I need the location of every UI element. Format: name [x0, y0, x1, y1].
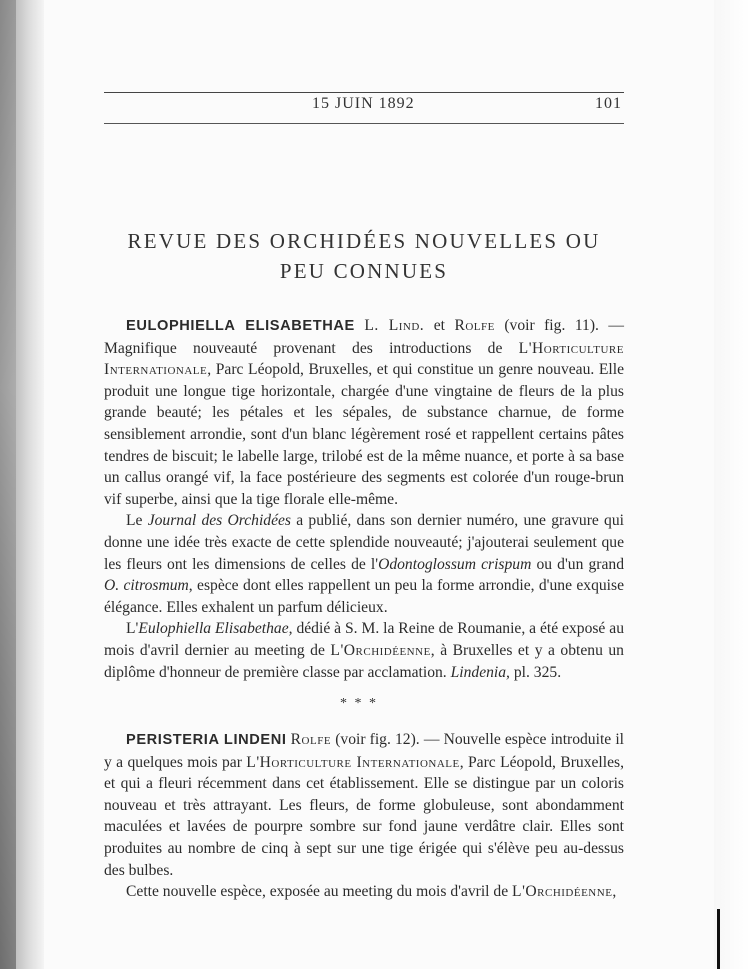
entry1-species-ref-2: O. citrosmum — [104, 577, 189, 595]
entry1-reference-plate: pl. 325. — [513, 663, 562, 681]
article-body — [104, 315, 624, 903]
entry1-author-2: Rolfe — [454, 317, 495, 334]
entry2-paragraph-1 — [104, 729, 624, 881]
entry1-journal: Journal des Orchidées — [147, 512, 291, 530]
scan-edge-mark — [717, 909, 720, 969]
entry1-paragraph-2 — [104, 510, 624, 618]
running-header-date: 15 JUIN 1892 — [312, 95, 415, 112]
entry1-paragraph-3 — [104, 618, 624, 683]
entry2-figure-ref: (voir fig. 12). — — [335, 731, 440, 749]
entry1-author-1: L. Lind. — [364, 317, 425, 334]
entry1-figure-ref: (voir fig. 11). — — [504, 317, 624, 334]
entry1-text-2d: , espèce dont elles rappellent un peu la forme arrondie, d'une exquise élégance. Elles exhalent un parfum délicieux. — [104, 577, 624, 616]
entry2-species-name: PERISTERIA LINDENI — [126, 732, 287, 749]
section-asterism — [104, 683, 624, 729]
title-line-2: PEU CONNUES — [279, 259, 449, 283]
entry1-text-3c: , à Bruxelles et y a obtenu un diplôme d'honneur de première classe par acclamation. — [104, 641, 624, 681]
header-rule-top — [104, 92, 624, 93]
entry2-org-2: L'Orchidéenne, — [512, 883, 617, 901]
entry2-text-1a: Nouvelle espèce introduite il y a quelques mois par — [104, 731, 624, 771]
entry1-conjunction: et — [433, 317, 445, 334]
scan-right-margin — [714, 0, 750, 969]
entry1-species-name: EULOPHIELLA ELISABETHAE — [126, 318, 355, 334]
article-title — [104, 226, 624, 286]
entry1-text-2c: ou d'un grand — [536, 555, 624, 573]
title-line-1: REVUE DES ORCHIDÉES NOUVELLES OU — [127, 229, 601, 253]
entry1-reference: Lindenia, — [450, 663, 510, 681]
entry1-paragraph-1 — [104, 315, 624, 510]
entry1-text-2b: a publié, dans son dernier numéro, une gravure qui donne une idée très exacte de cette splendide nouveauté; j'ajouterai seulement que les fleurs ont les dimensions de celles de l' — [104, 512, 624, 573]
entry2-paragraph-2 — [104, 881, 624, 903]
entry2-org-1: L'Horticulture Internationale — [246, 753, 460, 771]
header-rule-bottom — [104, 123, 624, 124]
entry1-text-2a: Le — [126, 512, 143, 530]
asterism-glyph: * * * — [340, 696, 378, 712]
entry2-text-1b: , Parc Léopold, Bruxelles, et qui a fleuri récemment dans cet établissement. Elle se distingue par un coloris nouveau et très attrayant. Les fleurs, de forme globuleuse, sont abondamment maculées et lavées de pourpre sombre sur fond jaune verdâtre clair. Elles sont produites au nombre de cinq à sept sur une tige érigée qui s'élève peu au-dessus des bulbes. — [104, 753, 624, 879]
entry1-species-ref-1: Odontoglossum crispum — [378, 555, 532, 573]
entry1-text-3a: L' — [126, 620, 139, 638]
entry1-text-1a: Magnifique nouveauté provenant des introductions de — [104, 339, 503, 357]
scan-left-edge — [0, 0, 16, 969]
entry2-text-2a: Cette nouvelle espèce, exposée au meeting du mois d'avril de — [126, 883, 509, 901]
entry1-org-2: L'Orchidéenne — [330, 641, 431, 659]
entry1-species-ref-3: Eulophiella Elisabethae, — [138, 620, 293, 638]
page-number: 101 — [595, 95, 622, 112]
entry2-author: Rolfe — [290, 731, 332, 749]
entry1-text-3b: dédié à S. M. la Reine de Roumanie, a été exposé au mois d'avril dernier au meeting de — [104, 620, 624, 659]
entry1-text-1b: , Parc Léopold, Bruxelles, et qui constitue un genre nouveau. Elle produit une longue tige horizontale, chargée d'une vingtaine de fleurs de la plus grande beauté; les pétales et les sépales, de substance charnue, de forme sensiblement arrondie, sont d'un blanc légèrement rosé et rappellent certains pâtes tendres de biscuit; le labelle large, trilobé est de la même nuance, et porte à sa base un callus orangé vif, la face postérieure des segments est colorée d'un rouge-brun vif superbe, ainsi que la tige florale elle-même. — [104, 361, 624, 508]
entry1-org-1: L'Horticulture Internationale — [104, 339, 624, 379]
